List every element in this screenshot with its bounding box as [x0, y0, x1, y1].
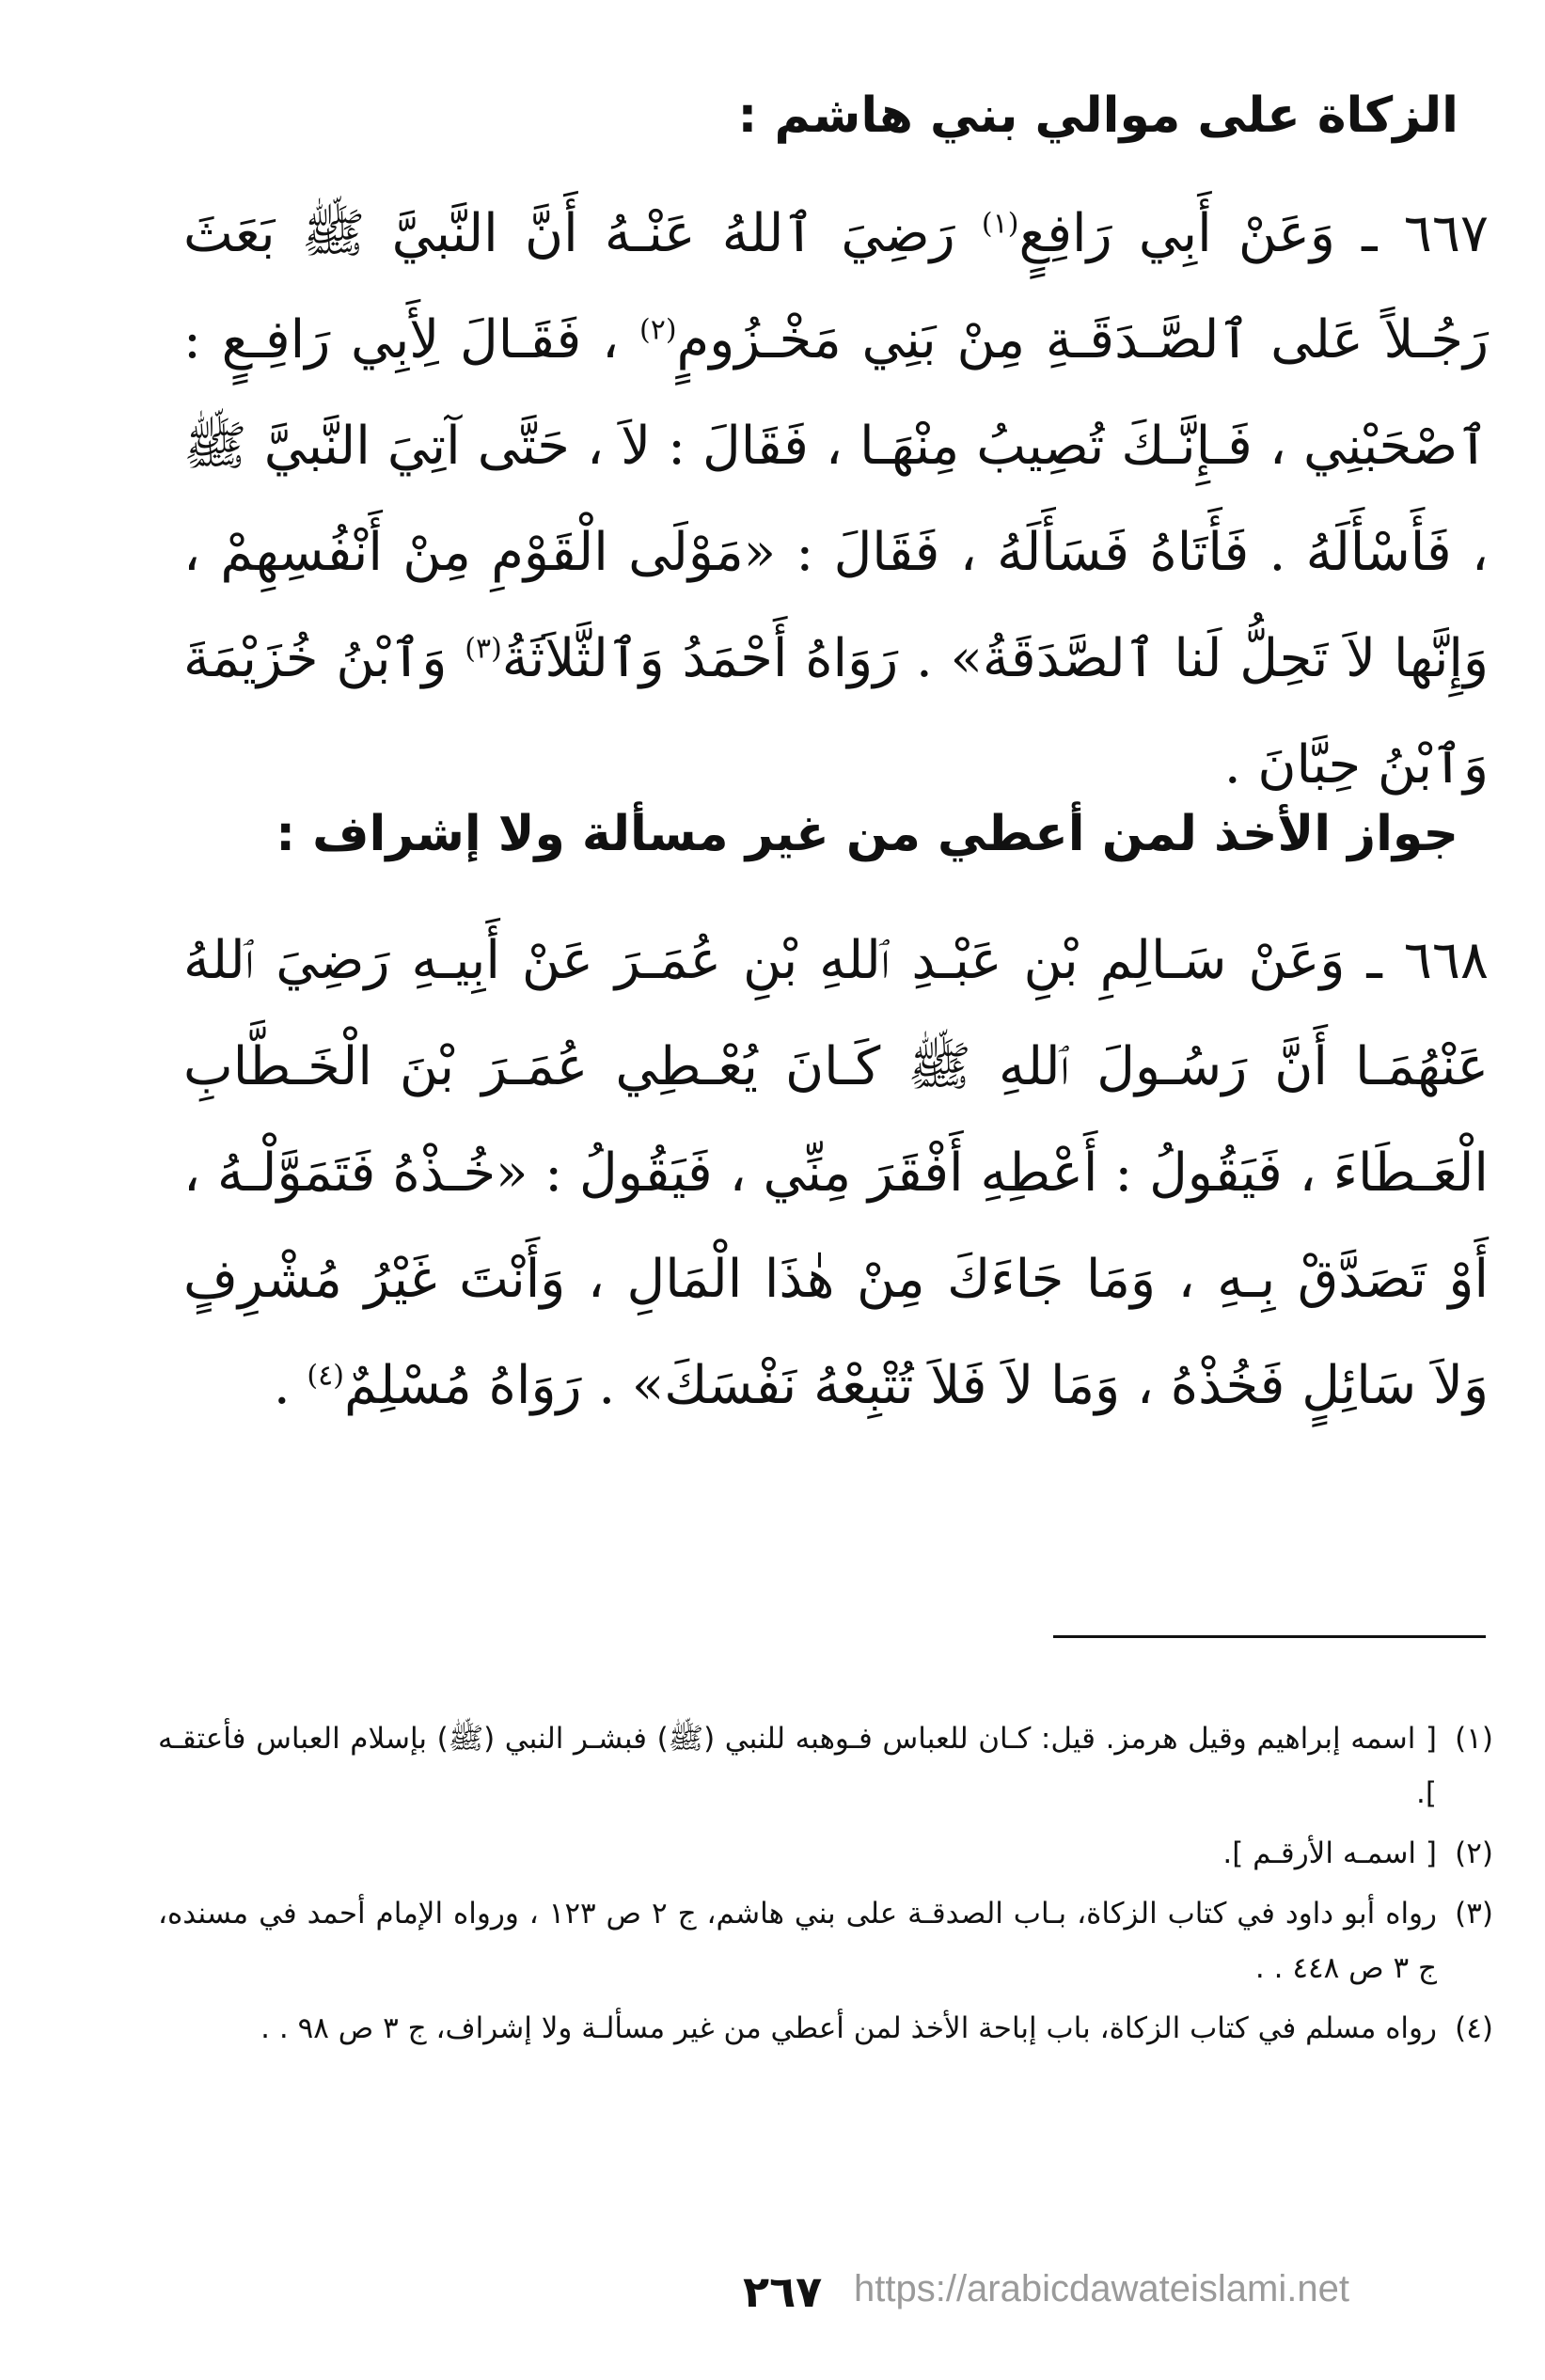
- watermark-url[interactable]: https://arabicdawateislami.net: [854, 2268, 1349, 2309]
- footnote-number: (٤): [1455, 2011, 1493, 2045]
- hadith-668: [183, 907, 1489, 1439]
- footnote-number: (٣): [1455, 1897, 1493, 1931]
- footnote-number: (١): [1455, 1722, 1493, 1756]
- footnotes: [158, 1711, 1493, 2061]
- footnote-ref-1[interactable]: (١): [981, 207, 1019, 241]
- hadith-667-text-part2: رَضِيَ ٱللهُ عَنْـهُ أَنَّ النَّبيَّ ﷺ بَعَثَ رَجُـلاً عَلى ٱلصَّـدَقَـةِ مِنْ بَنِي مَخْـزُومٍ: [183, 203, 1490, 370]
- footnote-text: رواه أبو داود في كتاب الزكاة، بـاب الصدقـة على بني هاشم، ج ٢ ص ١٢٣ ، ورواه الإمام أحمد في مسنده، ج ٣ ص ٤٤٨ . .: [158, 1897, 1437, 1985]
- footnote-text: [ اسمـه الأرقـم ].: [1222, 1836, 1437, 1870]
- footnote-2: [158, 1826, 1493, 1881]
- hadith-667-text-part3: ، فَقَـالَ لِأَبِي رَافِـعٍ : ٱصْحَبْنِي ، فَـإِنَّـكَ تُصِيبُ مِنْهَـا ، فَقَالَ : لاَ ، حَتَّى آتِيَ النَّبيَّ ﷺ ، فَأَسْأَلَهُ . فَأَتَاهُ فَسَأَلَهُ ، فَقَالَ : «مَوْلَى الْقَوْمِ مِنْ أَنْفُسِهِمْ ، وَإِنَّها لاَ تَحِلُّ لَنا ٱلصَّدَقَةُ» . رَوَاهُ أَحْمَدُ وَٱلثَّلاَثَةُ: [183, 309, 1489, 689]
- hadith-667: [183, 181, 1489, 818]
- hadith-668-text-part2: .: [273, 1355, 307, 1416]
- hadith-668-text-part1: ٦٦٨ ـ وَعَنْ سَـالِمِ بْنِ عَبْـدِ ٱللهِ بْنِ عُمَـرَ عَنْ أَبِيـهِ رَضِيَ ٱللهُ عَنْهُمَـا أَنَّ رَسُـولَ ٱللهِ ﷺ كَـانَ يُعْـطِي عُمَـرَ بْنَ الْخَـطَّابِ الْعَـطَاءَ ، فَيَقُولُ : أَعْطِهِ أَفْقَرَ مِنِّي ، فَيَقُولُ : «خُـذْهُ فَتَمَوَّلْـهُ ، أَوْ تَصَدَّقْ بِـهِ ، وَمَا جَاءَكَ مِنْ هٰذَا الْمَالِ ، وَأَنْتَ غَيْرُ مُشْرِفٍ وَلاَ سَائِلٍ فَخُذْهُ ، وَمَا لاَ فَلاَ تُتْبِعْهُ نَفْسَكَ» . رَوَاهُ مُسْلِمٌ: [183, 930, 1489, 1416]
- page-number: ٢٦٧: [743, 2266, 823, 2317]
- footnote-4: [158, 2001, 1493, 2056]
- hadith-667-text-part4: وَٱبْنُ خُزَيْمَةَ وَٱبْنُ حِبَّانَ .: [183, 628, 1489, 796]
- footnote-text: رواه مسلم في كتاب الزكاة، باب إباحة الأخذ لمن أعطي من غير مسألـة ولا إشراف، ج ٣ ص ٩٨ . .: [260, 2011, 1437, 2045]
- footnote-ref-4[interactable]: (٤): [307, 1359, 344, 1393]
- footnote-3: [158, 1886, 1493, 1995]
- footnote-ref-3[interactable]: (٣): [465, 632, 502, 666]
- footnote-separator: [1053, 1635, 1486, 1638]
- section-heading-zakat-mawali: الزكاة على موالي بني هاشم :: [737, 87, 1458, 144]
- hadith-667-text-part1: ٦٦٧ ـ وَعَنْ أَبِي رَافِعٍ: [1018, 203, 1489, 264]
- footnote-1: [158, 1711, 1493, 1820]
- footnote-ref-2[interactable]: (٢): [638, 313, 677, 347]
- section-heading-taking-without-asking: جواز الأخذ لمن أعطي من غير مسألة ولا إشراف :: [276, 806, 1458, 862]
- footnote-number: (٢): [1455, 1836, 1493, 1870]
- footnote-text: [ اسمه إبراهيم وقيل هرمز. قيل: كـان للعباس فـوهبه للنبي (ﷺ) فبشـر النبي (ﷺ) بإسلام العباس فأعتقـه ].: [158, 1722, 1437, 1810]
